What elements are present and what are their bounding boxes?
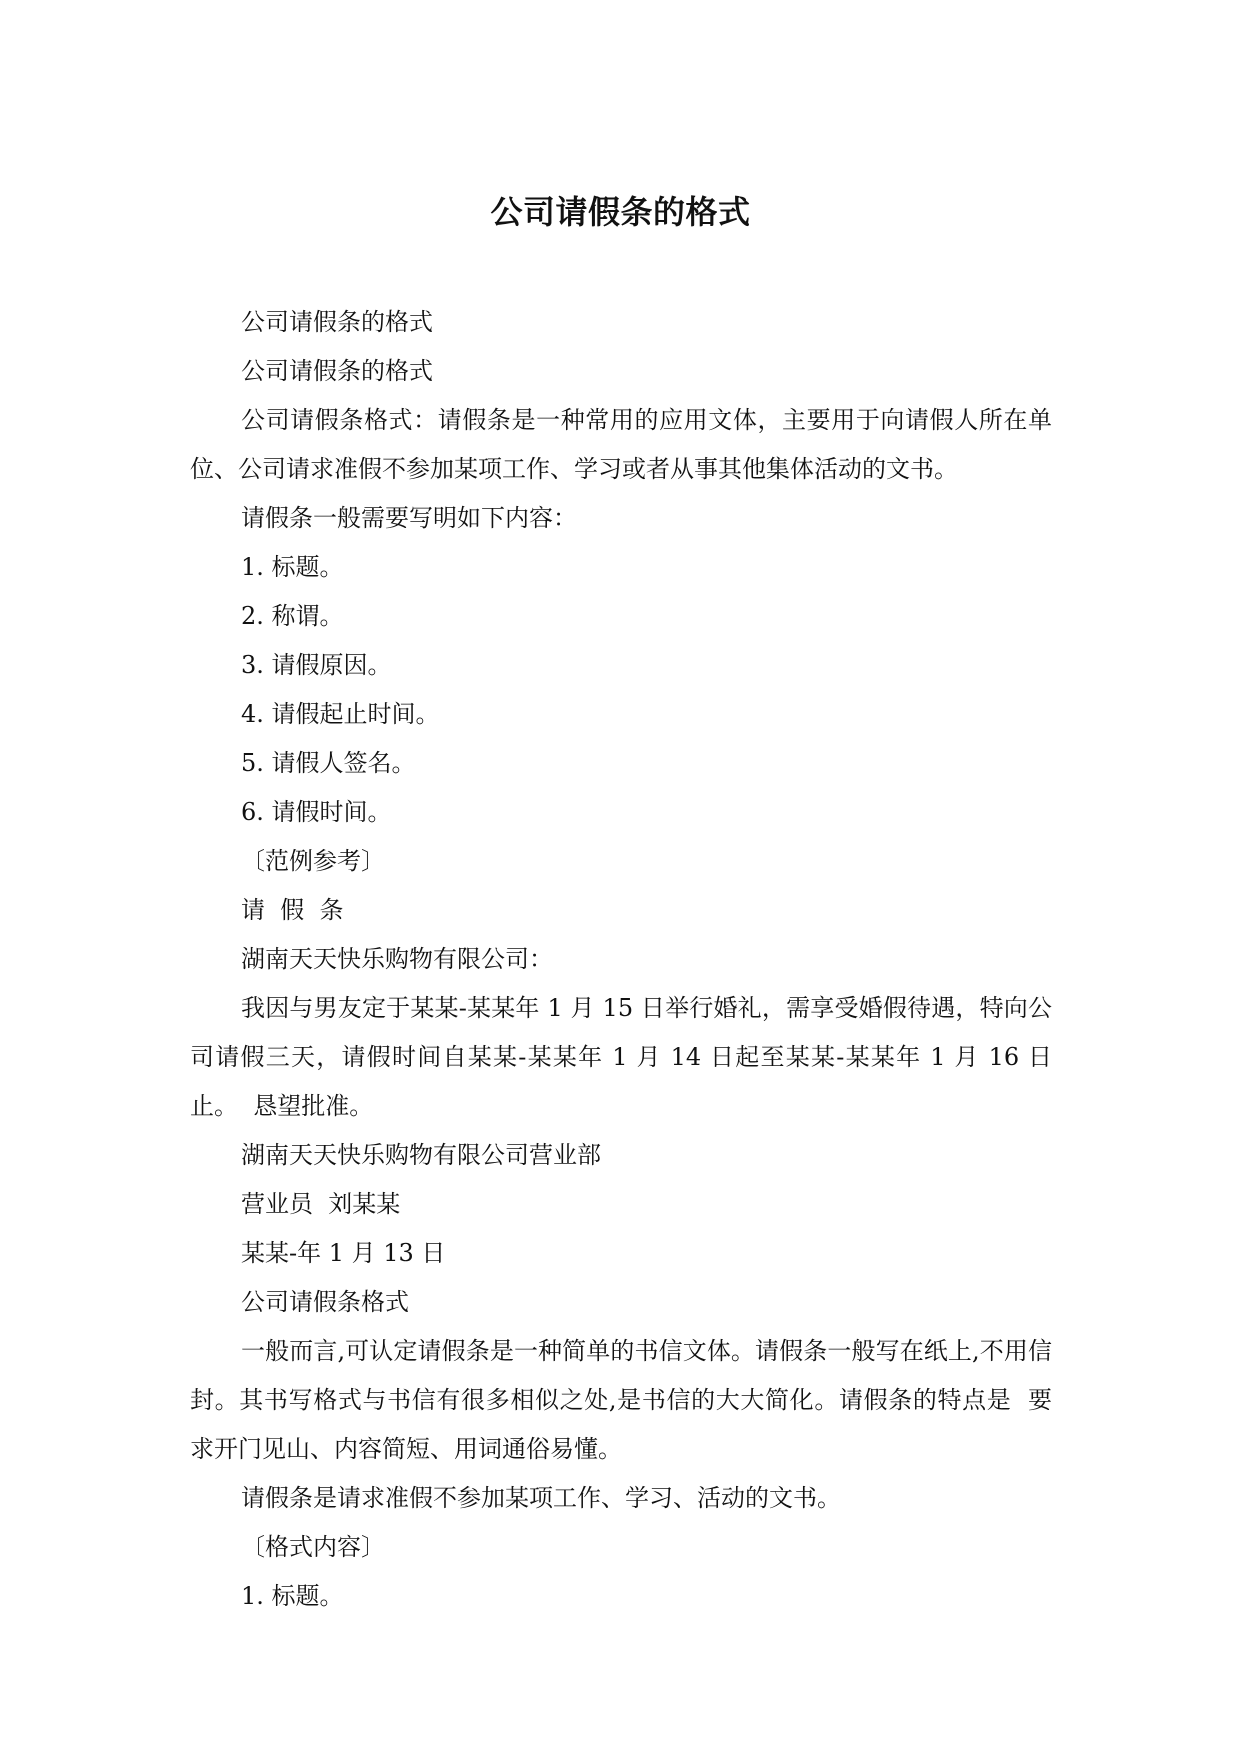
document-title: 公司请假条的格式 — [490, 193, 751, 231]
example-body: 我因与男友定于某某-某某年 1 月 15 日举行婚礼，需享受婚假待遇，特向公司请假三天，请假时间自某某-某某年 1 月 14 日起至某某-某某年 1 月 16 日止。 恳望批准。 — [190, 994, 1052, 1120]
section-format-contents-label: 〔格式内容〕 — [241, 1533, 385, 1561]
list-item-salutation: 2. 称谓。 — [241, 602, 344, 630]
paragraph-contents-intro: 请假条一般需要写明如下内容： — [241, 504, 577, 532]
list-item-title-2: 1. 标题。 — [241, 1582, 344, 1610]
paragraph-heading-2: 公司请假条的格式 — [241, 357, 433, 385]
paragraph-heading-1: 公司请假条的格式 — [241, 308, 433, 336]
section-example-label: 〔范例参考〕 — [241, 847, 385, 875]
list-item-reason: 3. 请假原因。 — [241, 651, 392, 679]
example-date: 某某-年 1 月 13 日 — [241, 1239, 446, 1267]
example-title: 请 假 条 — [241, 896, 344, 924]
list-item-date: 6. 请假时间。 — [241, 798, 392, 826]
paragraph-format-definition: 请假条是请求准假不参加某项工作、学习、活动的文书。 — [241, 1484, 841, 1512]
paragraph-definition: 公司请假条格式：请假条是一种常用的应用文体，主要用于向请假人所在单位、公司请求准假不参加某项工作、学习或者从事其他集体活动的文书。 — [190, 406, 1052, 483]
list-item-period: 4. 请假起止时间。 — [241, 700, 440, 728]
example-signer: 营业员 刘某某 — [241, 1190, 401, 1218]
example-salutation: 湖南天天快乐购物有限公司： — [241, 945, 553, 973]
list-item-signature: 5. 请假人签名。 — [241, 749, 416, 777]
paragraph-format-description: 一般而言,可认定请假条是一种简单的书信文体。请假条一般写在纸上,不用信封。其书写格式与书信有很多相似之处,是书信的大大简化。请假条的特点是 要求开门见山、内容简短、用词通俗易懂。 — [190, 1337, 1052, 1463]
document-body — [190, 298, 1052, 1621]
section-format-heading: 公司请假条格式 — [241, 1288, 409, 1316]
example-department: 湖南天天快乐购物有限公司营业部 — [241, 1141, 601, 1169]
list-item-title: 1. 标题。 — [241, 553, 344, 581]
